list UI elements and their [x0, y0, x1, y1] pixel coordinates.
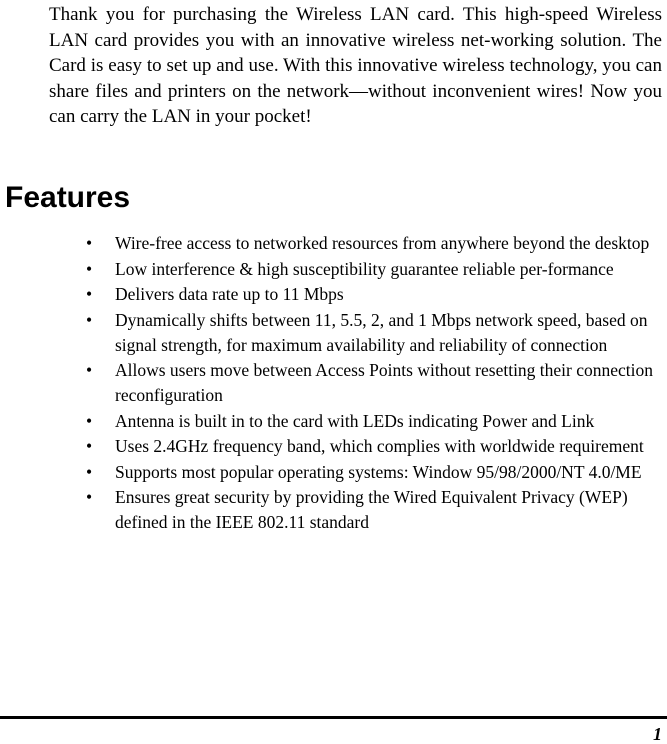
feature-text: Allows users move between Access Points without resetting their connection reconfiguration	[115, 360, 654, 405]
feature-text: Wire-free access to networked resources from anywhere beyond the desktop	[115, 233, 650, 253]
feature-text: Delivers data rate up to 11 Mbps	[115, 284, 344, 304]
feature-item	[0, 485, 665, 535]
feature-item	[0, 434, 665, 459]
feature-item	[0, 231, 665, 256]
bullet-icon: •	[86, 487, 93, 507]
bullet-icon: •	[86, 233, 93, 253]
features-list	[0, 231, 667, 536]
feature-item	[0, 409, 665, 434]
feature-item	[0, 257, 665, 282]
bullet-icon: •	[86, 258, 93, 279]
feature-item	[0, 358, 665, 408]
bullet-icon: •	[86, 436, 93, 456]
footer-rule	[0, 716, 667, 719]
bullet-icon: •	[86, 410, 93, 431]
intro-paragraph: Thank you for purchasing the Wireless LAN card. This high-speed Wireless LAN card provides you with an innovative wireless net-working solution. The Card is easy to set up and use. With this innovative wireless technology, you can share files and printers on the network—without inconvenient wires! Now you can carry the LAN in your pocket!	[49, 4, 662, 127]
feature-item	[0, 282, 665, 307]
feature-text: Low interference & high susceptibility guarantee reliable per-formance	[115, 258, 614, 279]
bullet-icon: •	[86, 309, 93, 330]
feature-text: Ensures great security by providing the Wired Equivalent Privacy (WEP) defined in the IEEE 802.11 standard	[115, 487, 628, 532]
feature-item	[0, 460, 665, 485]
page-number: 1	[653, 724, 662, 744]
feature-text: Supports most popular operating systems: Window 95/98/2000/NT 4.0/ME	[115, 461, 642, 482]
features-heading: Features	[5, 181, 131, 214]
bullet-icon: •	[86, 360, 93, 380]
feature-item	[0, 308, 665, 358]
bullet-icon: •	[86, 461, 93, 482]
bullet-icon: •	[86, 284, 93, 304]
feature-text: Dynamically shifts between 11, 5.5, 2, and 1 Mbps network speed, based on signal strength, for maximum availability and reliability of connection	[115, 309, 648, 355]
feature-text: Antenna is built in to the card with LEDs indicating Power and Link	[115, 410, 595, 431]
feature-text: Uses 2.4GHz frequency band, which complies with worldwide requirement	[115, 436, 644, 456]
